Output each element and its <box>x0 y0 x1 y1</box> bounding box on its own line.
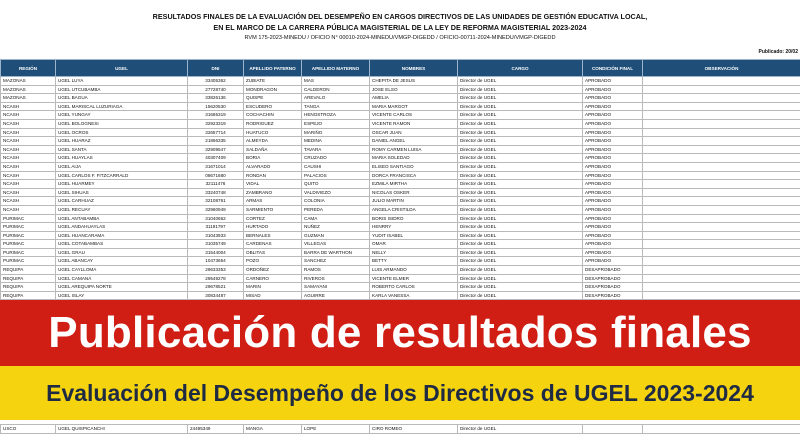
cell-dni: 29678521 <box>188 283 244 292</box>
cell-nombres: EZMILA MIRTHA <box>370 180 458 189</box>
cell-apellido-paterno: SARMIENTO <box>244 205 302 214</box>
cell-dni: 31544004 <box>188 248 244 257</box>
cell-cargo: Director de UGEL <box>458 266 583 275</box>
cell-dni: 31043933 <box>188 231 244 240</box>
cell-nombres: HENRRY <box>370 223 458 232</box>
cell-apellido-paterno: COCHACHIN <box>244 111 302 120</box>
table-row <box>1 257 800 266</box>
header-nombres: NOMBRES <box>370 60 458 77</box>
cell-region: NCASH <box>1 188 56 197</box>
cell-ugel: UGEL LUYA <box>56 77 188 86</box>
header-observacion: OBSERVACIÓN <box>643 60 800 77</box>
cell-apellido-materno: NUÑEZ <box>302 223 370 232</box>
cell-ugel: UGEL BOLOGNESI <box>56 119 188 128</box>
cell-dni: 10473654 <box>188 257 244 266</box>
cell-observacion <box>643 240 800 249</box>
cell-observacion <box>643 188 800 197</box>
document-title-line-2: EN EL MARCO DE LA CARRERA PÚBLICA MAGISTERIAL DE LA LEY DE REFORMA MAGISTERIAL 2023-2024 <box>213 23 587 32</box>
cell-ugel: UGEL ABANCAY <box>56 257 188 266</box>
table-header-row <box>1 60 800 77</box>
cell-region: USCO <box>1 425 56 434</box>
cell-cargo: Director de UGEL <box>458 77 583 86</box>
cell-condicion: APROBADO <box>583 102 643 111</box>
header-cargo: CARGO <box>458 60 583 77</box>
cell-apellido-materno: AGUIRRE <box>302 291 370 300</box>
cell-condicion: APROBADO <box>583 214 643 223</box>
cell-apellido-materno: MARIÑO <box>302 128 370 137</box>
cell-apellido-paterno: ESCUDERO <box>244 102 302 111</box>
cell-ugel: UGEL QUISPICANCHI <box>56 425 188 434</box>
cell-dni: 21866335 <box>188 137 244 146</box>
header-apellido-materno: APELLIDO MATERNO <box>302 60 370 77</box>
cell-ugel: UGEL CARHUAZ <box>56 197 188 206</box>
cell-observacion <box>643 77 800 86</box>
cell-dni: 31035749 <box>188 240 244 249</box>
cell-apellido-paterno: QUISPE <box>244 94 302 103</box>
cell-ugel: UGEL OCROS <box>56 128 188 137</box>
header-ugel: UGEL <box>56 60 188 77</box>
cell-nombres: DORCA FRANCISCA <box>370 171 458 180</box>
cell-cargo: Director de UGEL <box>458 137 583 146</box>
cell-region: NCASH <box>1 145 56 154</box>
cell-cargo: Director de UGEL <box>458 94 583 103</box>
cell-condicion: APROBADO <box>583 240 643 249</box>
table-row <box>1 111 800 120</box>
cell-region: PURIMAC <box>1 223 56 232</box>
table-row <box>1 188 800 197</box>
cell-apellido-paterno: POZO <box>244 257 302 266</box>
table-row <box>1 240 800 249</box>
table-row <box>1 231 800 240</box>
cell-cargo: Director de UGEL <box>458 145 583 154</box>
cell-ugel: UGEL CARLOS F. FITZCARRALD <box>56 171 188 180</box>
cell-observacion <box>643 154 800 163</box>
cell-nombres: OSCAR JUAN <box>370 128 458 137</box>
cell-observacion <box>643 231 800 240</box>
cell-observacion <box>643 85 800 94</box>
cell-apellido-materno: TANGA <box>302 102 370 111</box>
cell-ugel: UGEL AIJA <box>56 162 188 171</box>
cell-ugel: UGEL SANTA <box>56 145 188 154</box>
cell-condicion: APROBADO <box>583 231 643 240</box>
cell-observacion <box>643 145 800 154</box>
table-row <box>1 180 800 189</box>
cell-region: REQUIPA <box>1 283 56 292</box>
table-row <box>1 425 800 434</box>
cell-dni: 27728740 <box>188 85 244 94</box>
cell-apellido-materno: QUITO <box>302 180 370 189</box>
cell-ugel: UGEL HUAYLAS <box>56 154 188 163</box>
cell-observacion <box>643 180 800 189</box>
cell-cargo: Director de UGEL <box>458 214 583 223</box>
cell-nombres: BORIS ISIDRO <box>370 214 458 223</box>
cell-apellido-materno: PALACIOS <box>302 171 370 180</box>
cell-cargo: Director de UGEL <box>458 188 583 197</box>
cell-region: PURIMAC <box>1 240 56 249</box>
cell-apellido-materno: TAVARA <box>302 145 370 154</box>
cell-ugel: UGEL BAGUA <box>56 94 188 103</box>
cell-region: NCASH <box>1 119 56 128</box>
cell-observacion <box>643 274 800 283</box>
cell-ugel: UGEL UTCUBAMBA <box>56 85 188 94</box>
table-row <box>1 248 800 257</box>
cell-dni: 40307409 <box>188 154 244 163</box>
cell-cargo: Director de UGEL <box>458 283 583 292</box>
cell-region: REQUIPA <box>1 274 56 283</box>
cell-dni: 33240748 <box>188 188 244 197</box>
cell-dni: 33405362 <box>188 77 244 86</box>
cell-ugel: UGEL ISLAY <box>56 291 188 300</box>
cell-nombres: OMAR <box>370 240 458 249</box>
cell-condicion: APROBADO <box>583 128 643 137</box>
cell-observacion <box>643 223 800 232</box>
table-row <box>1 119 800 128</box>
cell-apellido-materno: SANCHEZ <box>302 257 370 266</box>
cell-apellido-paterno: HUATUCO <box>244 128 302 137</box>
cell-ugel: UGEL HUARAZ <box>56 137 188 146</box>
cell-cargo: Director de UGEL <box>458 231 583 240</box>
cell-cargo: Director de UGEL <box>458 197 583 206</box>
cell-ugel: UGEL AREQUIPA NORTE <box>56 283 188 292</box>
cell-nombres: ROMY CARMEN LUISA <box>370 145 458 154</box>
cell-nombres: ELISEO SANTIAGO <box>370 162 458 171</box>
cell-observacion <box>643 248 800 257</box>
cell-apellido-materno: HENOSTROZA <box>302 111 370 120</box>
cell-dni: 32108761 <box>188 197 244 206</box>
cell-ugel: UGEL ANDAHUAYLAS <box>56 223 188 232</box>
cell-nombres: VICENTE CARLOS <box>370 111 458 120</box>
cell-ugel: UGEL CAYLLOMA <box>56 266 188 275</box>
cell-apellido-materno: RAMOS <box>302 266 370 275</box>
table-row <box>1 137 800 146</box>
cell-apellido-materno: MAS <box>302 77 370 86</box>
cell-ugel: UGEL MARISCAL LUZURIAGA <box>56 102 188 111</box>
cell-ugel: UGEL RECUAY <box>56 205 188 214</box>
cell-apellido-paterno: ALMEYDA <box>244 137 302 146</box>
cell-condicion: APROBADO <box>583 94 643 103</box>
cell-cargo: Director de UGEL <box>458 154 583 163</box>
cell-nombres: YUDIT ISABEL <box>370 231 458 240</box>
table-row <box>1 291 800 300</box>
cell-apellido-paterno: BERNALES <box>244 231 302 240</box>
cell-dni: 29549278 <box>188 274 244 283</box>
cell-region: NCASH <box>1 171 56 180</box>
cell-condicion <box>583 425 643 434</box>
cell-apellido-paterno: HURTADO <box>244 223 302 232</box>
cell-cargo: Director de UGEL <box>458 111 583 120</box>
table-row <box>1 283 800 292</box>
cell-apellido-paterno: RONDAN <box>244 171 302 180</box>
cell-region: NCASH <box>1 197 56 206</box>
document-title-line-1: RESULTADOS FINALES DE LA EVALUACIÓN DEL DESEMPEÑO EN CARGOS DIRECTIVOS DE LAS UNIDADES DE GESTIÓN EDUCATIVA LOCAL, <box>152 12 648 21</box>
table-row <box>1 85 800 94</box>
cell-ugel: UGEL HUARMEY <box>56 180 188 189</box>
cell-condicion: APROBADO <box>583 188 643 197</box>
table-body <box>1 77 800 309</box>
cell-region: NCASH <box>1 205 56 214</box>
cell-cargo: Director de UGEL <box>458 128 583 137</box>
table-row <box>1 162 800 171</box>
cell-condicion: APROBADO <box>583 257 643 266</box>
cell-cargo: Director de UGEL <box>458 205 583 214</box>
cell-condicion: APROBADO <box>583 77 643 86</box>
publication-date: Publicado: 20/02 <box>758 49 798 55</box>
cell-nombres: VICENTE ELMER <box>370 274 458 283</box>
cell-condicion: APROBADO <box>583 171 643 180</box>
cell-apellido-paterno: MONDRAGON <box>244 85 302 94</box>
cell-apellido-paterno: RODRIGUEZ <box>244 119 302 128</box>
cell-apellido-paterno: SALDAÑA <box>244 145 302 154</box>
cell-apellido-materno: CAUSHI <box>302 162 370 171</box>
cell-cargo: Director de UGEL <box>458 180 583 189</box>
cell-nombres: CIRO ROMEO <box>370 425 458 434</box>
cell-condicion: APROBADO <box>583 154 643 163</box>
cell-region: MAZONAS <box>1 94 56 103</box>
cell-region: PURIMAC <box>1 214 56 223</box>
table-row <box>1 77 800 86</box>
cell-nombres: DANIEL ANGEL <box>370 137 458 146</box>
cell-apellido-materno: MEDINA <box>302 137 370 146</box>
cell-region: NCASH <box>1 162 56 171</box>
cell-apellido-paterno: OBLITAS <box>244 248 302 257</box>
header-condicion-final: CONDICIÓN FINAL <box>583 60 643 77</box>
cell-apellido-materno: CRUZADO <box>302 154 370 163</box>
cell-apellido-paterno: ARMAS <box>244 197 302 206</box>
cell-ugel: UGEL SIHUAS <box>56 188 188 197</box>
cell-condicion: DESAPROBADO <box>583 274 643 283</box>
cell-observacion <box>643 257 800 266</box>
table-row <box>1 223 800 232</box>
cell-nombres: KARLA VANESSA <box>370 291 458 300</box>
cell-ugel: UGEL HUANCARAMA <box>56 231 188 240</box>
cell-condicion: APROBADO <box>583 197 643 206</box>
cell-apellido-materno: CALDERON <box>302 85 370 94</box>
cell-region: REQUIPA <box>1 266 56 275</box>
banner-subtitle: Evaluación del Desempeño de los Directivos de UGEL 2023-2024 <box>46 380 754 406</box>
cell-apellido-materno: ESPEJO <box>302 119 370 128</box>
table-row <box>1 205 800 214</box>
cell-dni: 32909547 <box>188 145 244 154</box>
cell-observacion <box>643 102 800 111</box>
cell-apellido-paterno: ZAMBRANO <box>244 188 302 197</box>
cell-observacion <box>643 214 800 223</box>
cell-apellido-materno: VILLEGAS <box>302 240 370 249</box>
cell-condicion: APROBADO <box>583 145 643 154</box>
cell-dni: 31665319 <box>188 111 244 120</box>
cell-nombres: AMELIA <box>370 94 458 103</box>
cell-ugel: UGEL ANTABAMBA <box>56 214 188 223</box>
cell-region: NCASH <box>1 137 56 146</box>
cell-apellido-materno: AREVALO <box>302 94 370 103</box>
results-table <box>0 59 800 309</box>
cell-cargo: Director de UGEL <box>458 257 583 266</box>
cell-nombres: MARIA SOLEDAD <box>370 154 458 163</box>
cell-dni: 32923319 <box>188 119 244 128</box>
cell-condicion: DESAPROBADO <box>583 291 643 300</box>
cell-apellido-materno: COLONIA <box>302 197 370 206</box>
cell-observacion <box>643 171 800 180</box>
cell-apellido-materno: VALDIVIEZO <box>302 188 370 197</box>
cell-ugel: UGEL GRAU <box>56 248 188 257</box>
table-row <box>1 94 800 103</box>
table-row <box>1 197 800 206</box>
cell-apellido-materno: CAMA <box>302 214 370 223</box>
cell-region: PURIMAC <box>1 248 56 257</box>
table-row <box>1 128 800 137</box>
cell-dni: 31191797 <box>188 223 244 232</box>
cell-nombres: NICOLAS OSKER <box>370 188 458 197</box>
cell-apellido-materno: LOPE <box>302 425 370 434</box>
cell-cargo: Director de UGEL <box>458 248 583 257</box>
cell-cargo: Director de UGEL <box>458 171 583 180</box>
cell-apellido-paterno: MANGA <box>244 425 302 434</box>
cell-dni: 31671014 <box>188 162 244 171</box>
cell-cargo: Director de UGEL <box>458 162 583 171</box>
cell-region: NCASH <box>1 180 56 189</box>
cell-dni: 32960949 <box>188 205 244 214</box>
cell-nombres: ROBERTO CARLOS <box>370 283 458 292</box>
cell-ugel: UGEL CAMANÁ <box>56 274 188 283</box>
cell-condicion: DESAPROBADO <box>583 266 643 275</box>
cell-condicion: APROBADO <box>583 162 643 171</box>
table-row <box>1 214 800 223</box>
cell-dni: 30834487 <box>188 291 244 300</box>
cell-observacion <box>643 111 800 120</box>
cell-region: MAZONAS <box>1 85 56 94</box>
cell-ugel: UGEL YUNGAY <box>56 111 188 120</box>
cell-observacion <box>643 291 800 300</box>
cell-condicion: APROBADO <box>583 111 643 120</box>
cell-observacion <box>643 205 800 214</box>
cell-apellido-paterno: ZUBIATE <box>244 77 302 86</box>
cell-observacion <box>643 197 800 206</box>
cell-observacion <box>643 283 800 292</box>
cell-apellido-paterno: CORTEZ <box>244 214 302 223</box>
cell-condicion: DESAPROBADO <box>583 283 643 292</box>
cell-nombres: NELLY <box>370 248 458 257</box>
cell-condicion: APROBADO <box>583 85 643 94</box>
cell-region: NCASH <box>1 154 56 163</box>
cell-region: REQUIPA <box>1 291 56 300</box>
cell-nombres: JOSE ELSO <box>370 85 458 94</box>
cell-condicion: APROBADO <box>583 248 643 257</box>
cell-cargo: Director de UGEL <box>458 223 583 232</box>
cell-apellido-paterno: CARDENAS <box>244 240 302 249</box>
cell-cargo: Director de UGEL <box>458 291 583 300</box>
cell-observacion <box>643 119 800 128</box>
cell-apellido-paterno: MISAD <box>244 291 302 300</box>
cell-nombres: LUIS ARMANDO <box>370 266 458 275</box>
cell-nombres: BETTY <box>370 257 458 266</box>
cell-region: PURIMAC <box>1 231 56 240</box>
cell-observacion <box>643 128 800 137</box>
cell-cargo: Director de UGEL <box>458 102 583 111</box>
cell-region: NCASH <box>1 111 56 120</box>
cell-cargo: Director de UGEL <box>458 119 583 128</box>
cell-cargo: Director de UGEL <box>458 274 583 283</box>
cell-apellido-paterno: MARIN <box>244 283 302 292</box>
cell-cargo: Director de UGEL <box>458 240 583 249</box>
header-dni: DNI <box>188 60 244 77</box>
cell-apellido-paterno: ORDOÑEZ <box>244 266 302 275</box>
table-row <box>1 266 800 275</box>
cell-apellido-paterno: VIDAL <box>244 180 302 189</box>
table-row <box>1 154 800 163</box>
cell-observacion <box>643 266 800 275</box>
cell-region: NCASH <box>1 128 56 137</box>
cell-nombres: JULIO MARTIN <box>370 197 458 206</box>
cell-observacion <box>643 425 800 434</box>
cell-dni: 33826136 <box>188 94 244 103</box>
cell-observacion <box>643 137 800 146</box>
cell-apellido-paterno: ALVARADO <box>244 162 302 171</box>
banner-main-title: Publicación de resultados finales <box>48 308 752 357</box>
cell-condicion: APROBADO <box>583 205 643 214</box>
cell-region: PURIMAC <box>1 257 56 266</box>
cell-nombres: ANGELA CRISTILDA <box>370 205 458 214</box>
cell-dni: 32111476 <box>188 180 244 189</box>
cell-dni: 29633353 <box>188 266 244 275</box>
cell-condicion: APROBADO <box>583 223 643 232</box>
table-row <box>1 145 800 154</box>
cell-dni: 08671680 <box>188 171 244 180</box>
cell-apellido-paterno: BORIA <box>244 154 302 163</box>
cell-condicion: APROBADO <box>583 119 643 128</box>
cell-observacion <box>643 94 800 103</box>
cell-apellido-materno: SAMAYANI <box>302 283 370 292</box>
cell-apellido-materno: GUZMAN <box>302 231 370 240</box>
header-region: REGIÓN <box>1 60 56 77</box>
cell-observacion <box>643 162 800 171</box>
results-table-last-row <box>0 424 800 434</box>
cell-cargo: Director de UGEL <box>458 425 583 434</box>
cell-condicion: APROBADO <box>583 137 643 146</box>
table-row <box>1 171 800 180</box>
table-row <box>1 102 800 111</box>
cell-dni: 15620530 <box>188 102 244 111</box>
cell-region: NCASH <box>1 102 56 111</box>
cell-nombres: CHEPITA DE JESUS <box>370 77 458 86</box>
document-reference: RVM 175-2023-MINEDU / OFICIO N° 00010-2024-MINEDU/VMGP-DIGEDD / OFICIO-00711-2024-MINEDU/VMGP-DIGEDD <box>244 35 556 41</box>
cell-apellido-materno: BARRA DE WARTHON <box>302 248 370 257</box>
cell-dni: 31040662 <box>188 214 244 223</box>
cell-nombres: VICENTE RAMON <box>370 119 458 128</box>
cell-cargo: Director de UGEL <box>458 85 583 94</box>
header-apellido-paterno: APELLIDO PATERNO <box>244 60 302 77</box>
cell-apellido-materno: RIVEROS <box>302 274 370 283</box>
cell-apellido-paterno: CARNERO <box>244 274 302 283</box>
cell-dni: 24495349 <box>188 425 244 434</box>
cell-apellido-materno: PEREDA <box>302 205 370 214</box>
cell-condicion: APROBADO <box>583 180 643 189</box>
cell-region: MAZONAS <box>1 77 56 86</box>
table-row <box>1 274 800 283</box>
cell-ugel: UGEL COTABAMBAS <box>56 240 188 249</box>
cell-dni: 32657714 <box>188 128 244 137</box>
cell-nombres: MARIA MARGOT <box>370 102 458 111</box>
